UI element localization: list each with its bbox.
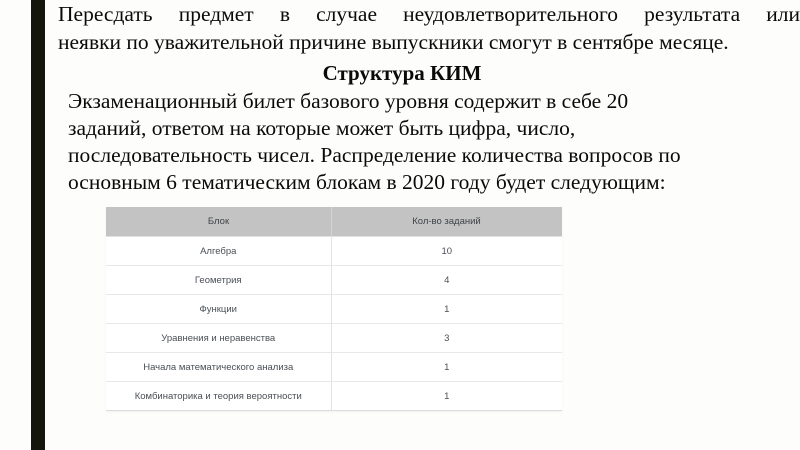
kim-structure-table-wrapper	[106, 207, 562, 411]
table-row	[106, 382, 562, 411]
cell-task-count: 1	[331, 382, 562, 411]
cell-block-name: Геометрия	[106, 266, 331, 295]
table-header	[106, 207, 562, 237]
column-header-count: Кол-во заданий	[331, 207, 562, 237]
body-paragraph-line-2: заданий, ответом на которые может быть цифра, число,	[68, 116, 576, 140]
table-row	[106, 237, 562, 266]
body-paragraph-line-1: Экзаменационный билет базового уровня содержит в себе 20	[68, 89, 629, 113]
intro-paragraph	[52, 0, 800, 56]
cell-task-count: 3	[331, 324, 562, 353]
body-paragraph	[52, 88, 768, 196]
cell-block-name: Уравнения и неравенства	[106, 324, 331, 353]
intro-paragraph-line-1: Пересдать предмет в случае неудовлетворительного результата или	[58, 2, 800, 26]
table-row	[106, 295, 562, 324]
intro-paragraph-line-2: неявки по уважительной причине выпускники смогут в сентябре месяце.	[58, 30, 729, 54]
cell-task-count: 4	[331, 266, 562, 295]
cell-block-name: Функции	[106, 295, 331, 324]
column-header-block: Блок	[106, 207, 331, 237]
cell-block-name: Комбинаторика и теория вероятности	[106, 382, 331, 411]
table-header-row	[106, 207, 562, 237]
cell-task-count: 1	[331, 353, 562, 382]
body-paragraph-line-4: основным 6 тематическим блокам в 2020 году будет следующим:	[68, 170, 666, 194]
table-row	[106, 353, 562, 382]
cell-task-count: 1	[331, 295, 562, 324]
page-title: Структура КИМ	[322, 61, 482, 85]
table-row	[106, 266, 562, 295]
cell-block-name: Алгебра	[106, 237, 331, 266]
cell-task-count: 10	[331, 237, 562, 266]
table-row	[106, 324, 562, 353]
left-accent-bar	[31, 0, 45, 450]
table-body	[106, 237, 562, 411]
cell-block-name: Начала математического анализа	[106, 353, 331, 382]
kim-structure-table	[106, 207, 562, 411]
body-paragraph-line-3: последовательность чисел. Распределение количества вопросов по	[68, 143, 681, 167]
